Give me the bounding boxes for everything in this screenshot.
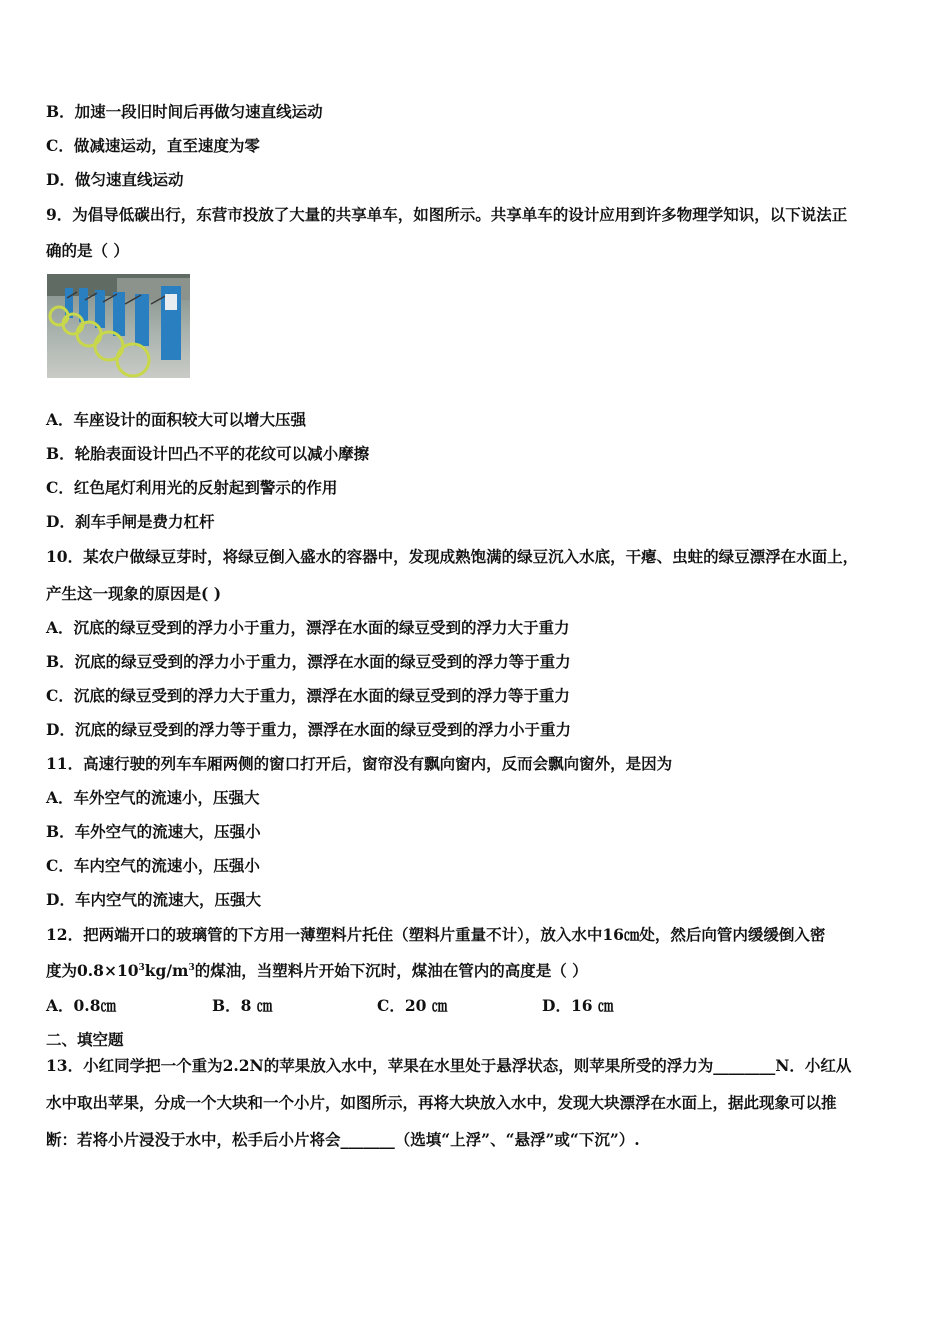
- q13-line2: 水中取出苹果，分成一个大块和一个小片，如图所示，再将大块放入水中，发现大块漂浮在水面上，据此现象可以推: [46, 1093, 837, 1112]
- q11-option-b: B．车外空气的流速大，压强小: [46, 822, 261, 841]
- q11-option-d: D．车内空气的流速大，压强大: [46, 890, 261, 909]
- q9-stem-line2: 确的是（ ）: [46, 241, 129, 260]
- q13-line3: 断：若将小片浸没于水中，松手后小片将会_______（选填“上浮”、“悬浮”或“下沉”）.: [46, 1130, 640, 1149]
- q12-option-b: B．8 ㎝: [212, 996, 273, 1015]
- q12-stem-line2: 度为$0.8\times 10^3kg/m^3$的煤油，当塑料片开始下沉时，煤油在管内的高度是（ ）: [46, 961, 588, 980]
- q9-option-b: B．轮胎表面设计凹凸不平的花纹可以减小摩擦: [46, 444, 370, 463]
- q11-stem: 11．高速行驶的列车车厢两侧的窗口打开后，窗帘没有飘向窗内，反而会飘向窗外，是因为: [46, 754, 673, 773]
- q12-option-a: A．0.8㎝: [46, 996, 116, 1015]
- q11-option-a: A．车外空气的流速小，压强大: [46, 788, 260, 807]
- q11-option-c: C．车内空气的流速小，压强小: [46, 856, 260, 875]
- q10-option-c: C．沉底的绿豆受到的浮力大于重力，漂浮在水面的绿豆受到的浮力等于重力: [46, 686, 570, 705]
- section-title: 二、填空题: [46, 1030, 124, 1049]
- q8-option-b: B．加速一段旧时间后再做匀速直线运动: [46, 102, 323, 121]
- q12-option-d: D．16 ㎝: [542, 996, 614, 1015]
- q12-option-c: C．20 ㎝: [377, 996, 448, 1015]
- q9-stem-line1: 9．为倡导低碳出行，东营市投放了大量的共享单车，如图所示。共享单车的设计应用到许多物理学知识，以下说法正: [46, 205, 848, 224]
- q10-option-d: D．沉底的绿豆受到的浮力等于重力，漂浮在水面的绿豆受到的浮力小于重力: [46, 720, 571, 739]
- q10-option-a: A．沉底的绿豆受到的浮力小于重力，漂浮在水面的绿豆受到的浮力大于重力: [46, 618, 570, 637]
- shared-bikes-photo: [47, 274, 190, 378]
- q9-option-c: C．红色尾灯利用光的反射起到警示的作用: [46, 478, 338, 497]
- q8-option-c: C．做减速运动，直至速度为零: [46, 136, 260, 155]
- q10-stem-line2: 产生这一现象的原因是( ): [46, 584, 222, 603]
- q9-option-a: A．车座设计的面积较大可以增大压强: [46, 410, 307, 429]
- q12-stem-line1: 12．把两端开口的玻璃管的下方用一薄塑料片托住（塑料片重量不计），放入水中16㎝处，然后向管内缓缓倒入密: [46, 925, 826, 944]
- q10-stem-line1: 10．某农户做绿豆芽时，将绿豆倒入盛水的容器中，发现成熟饱满的绿豆沉入水底，干瘪、虫蛀的绿豆漂浮在水面上，: [46, 547, 859, 566]
- q13-line1: 13．小红同学把一个重为2.2N的苹果放入水中，苹果在水里处于悬浮状态，则苹果所受的浮力为________N．小红从: [46, 1056, 852, 1075]
- q9-option-d: D．刹车手闸是费力杠杆: [46, 512, 215, 531]
- q10-option-b: B．沉底的绿豆受到的浮力小于重力，漂浮在水面的绿豆受到的浮力等于重力: [46, 652, 571, 671]
- q8-option-d: D．做匀速直线运动: [46, 170, 184, 189]
